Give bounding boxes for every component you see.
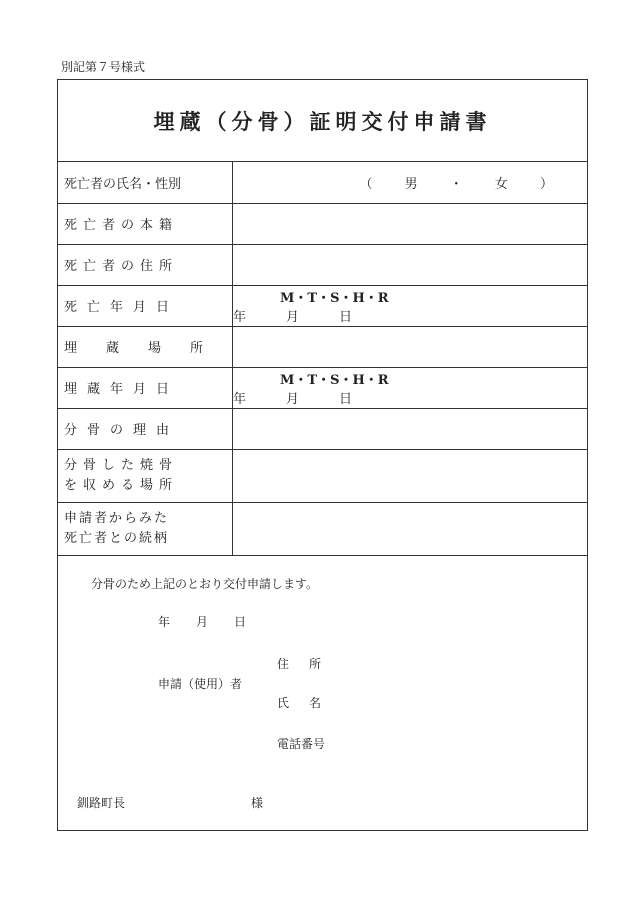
row-deceased-name xyxy=(58,162,587,203)
field-address[interactable] xyxy=(233,244,587,285)
row-death-date xyxy=(58,285,587,326)
field-burial-date[interactable] xyxy=(233,367,587,408)
field-reason[interactable] xyxy=(233,408,587,449)
field-burial-place[interactable] xyxy=(233,326,587,367)
honorific: 様 xyxy=(251,796,264,810)
row-bone-place xyxy=(58,449,587,502)
recipient: 釧路町長 xyxy=(77,796,126,810)
row-burial-place xyxy=(58,326,587,367)
field-domicile[interactable] xyxy=(233,203,587,244)
label-bone-place: 分骨した焼骨 を収める場所 xyxy=(58,449,233,502)
label-death-date: 死亡年月日 xyxy=(58,285,233,326)
era-options: M・T・S・H・R xyxy=(280,290,389,306)
form-title: 埋蔵（分骨）証明交付申請書 xyxy=(58,80,587,162)
row-address xyxy=(58,244,587,285)
application-form xyxy=(57,79,588,831)
applicant-address-label: 住所 xyxy=(277,657,342,671)
application-statement: 分骨のため上記のとおり交付申請します。 xyxy=(91,577,319,591)
row-burial-date xyxy=(58,367,587,408)
application-date[interactable]: 年月日 xyxy=(158,615,273,629)
label-domicile: 死亡者の本籍 xyxy=(58,203,233,244)
field-bone-place[interactable] xyxy=(233,449,587,502)
form-number: 別記第７号様式 xyxy=(61,60,146,74)
label-reason: 分骨の理由 xyxy=(58,408,233,449)
applicant-name-label: 氏名 xyxy=(277,696,342,710)
applicant-label: 申請（使用）者 xyxy=(158,677,243,691)
field-death-date[interactable] xyxy=(233,285,587,326)
label-deceased-name: 死亡者の氏名・性別 xyxy=(58,162,233,203)
label-address: 死亡者の住所 xyxy=(58,244,233,285)
field-deceased-name[interactable] xyxy=(233,162,587,203)
label-burial-date: 埋蔵年月日 xyxy=(58,367,233,408)
row-reason xyxy=(58,408,587,449)
ymd-labels: 年月日 xyxy=(233,391,393,407)
sex-options[interactable]: （ 男 ・ 女 ） xyxy=(359,176,567,192)
row-relation xyxy=(58,502,587,555)
label-relation: 申請者からみた 死亡者との続柄 xyxy=(58,502,233,555)
field-relation[interactable] xyxy=(233,502,587,555)
applicant-phone-label: 電話番号 xyxy=(277,737,326,751)
label-burial-place: 埋蔵場所 xyxy=(58,326,233,367)
row-domicile xyxy=(58,203,587,244)
era-options: M・T・S・H・R xyxy=(280,372,389,388)
form-table xyxy=(58,162,587,556)
ymd-labels: 年月日 xyxy=(233,309,393,325)
